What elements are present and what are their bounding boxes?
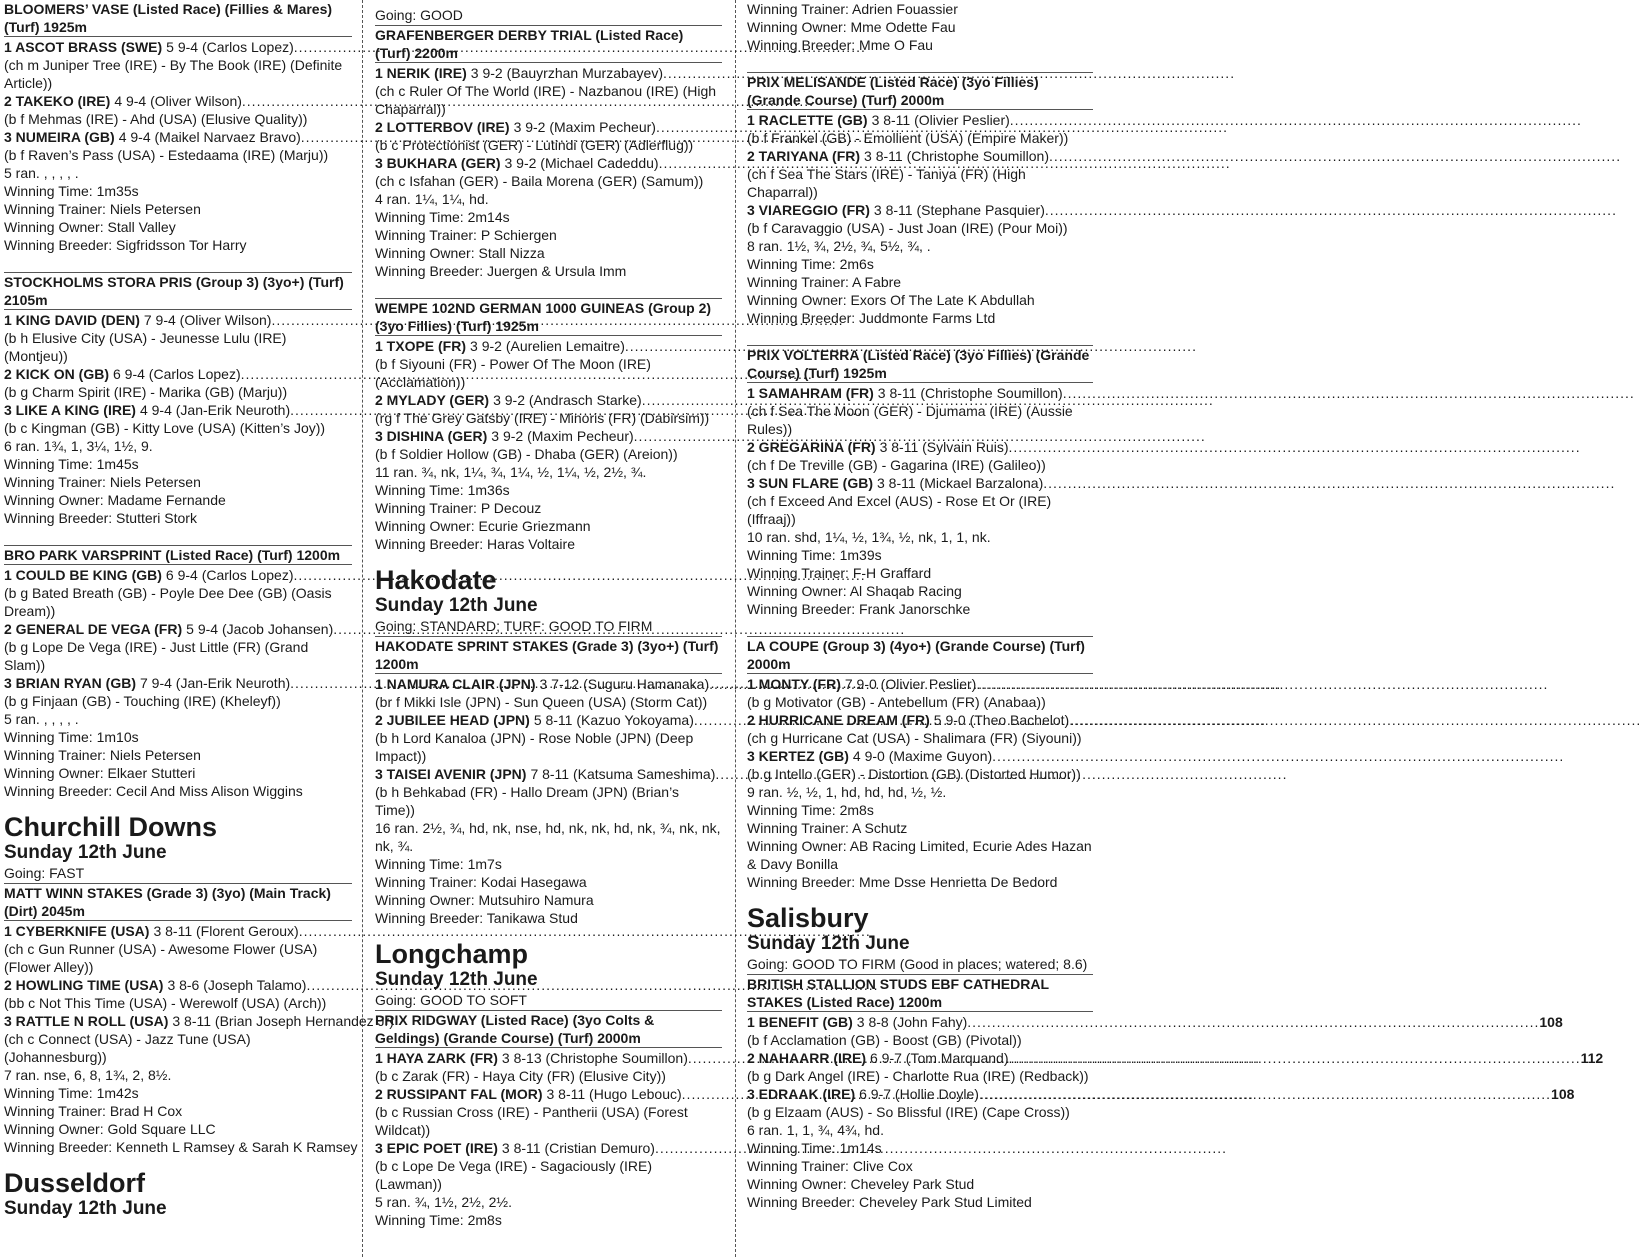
placed-runner bbox=[747, 201, 1093, 219]
distances: 10 ran. shd, 1¼, ½, 1¾, ½, nk, 1, 1, nk. bbox=[747, 529, 991, 545]
winning-trainer: Winning Trainer: A Schutz bbox=[747, 820, 908, 836]
placed-runner bbox=[375, 765, 722, 783]
winning-owner: Winning Owner: Al Shaqab Racing bbox=[747, 583, 962, 599]
jockey-detail: 3 8-11 (Florent Geroux) bbox=[153, 923, 299, 939]
winning-time: Winning Time: 1m14s bbox=[747, 1140, 882, 1156]
horse-name: 1 NAMURA CLAIR (JPN) bbox=[375, 676, 536, 692]
distances: 6 ran. 1¾, 1, 3¼, 1½, 9. bbox=[4, 438, 153, 454]
pedigree: (b f Siyouni (FR) - Power Of The Moon (IRE) (Acclamation)) bbox=[375, 356, 651, 390]
horse-name: 3 TAISEI AVENIR (JPN) bbox=[375, 766, 527, 782]
horse-name: 2 RUSSIPANT FAL (MOR) bbox=[375, 1086, 543, 1102]
pedigree: (ch c Gun Runner (USA) - Awesome Flower (USA) (Flower Alley)) bbox=[4, 941, 318, 975]
distances: 5 ran. , , , , . bbox=[4, 711, 79, 727]
pedigree: (b h Behkabad (FR) - Hallo Dream (JPN) (Brian’s Time)) bbox=[375, 784, 679, 818]
placed-runner bbox=[747, 1049, 1604, 1067]
race-block bbox=[747, 975, 1604, 1211]
results-column-3 bbox=[747, 0, 1604, 1257]
winning-time: Winning Time: 2m14s bbox=[375, 209, 510, 225]
horse-name: 1 SAMAHRAM (FR) bbox=[747, 385, 874, 401]
pedigree: (b g Lope De Vega (IRE) - Just Little (FR) (Grand Slam)) bbox=[4, 639, 309, 673]
winning-owner: Winning Owner: Stall Nizza bbox=[375, 245, 545, 261]
race-block bbox=[375, 26, 722, 298]
winning-trainer: Winning Trainer: Niels Petersen bbox=[4, 201, 201, 217]
jockey-detail: 3 8-11 (Hugo Lebouc) bbox=[546, 1086, 682, 1102]
placed-runner bbox=[4, 1012, 394, 1030]
horse-name: 1 MONTY (FR) bbox=[747, 676, 841, 692]
pedigree: (b c Russian Cross (IRE) - Pantherii (USA) (Forest Wildcat)) bbox=[375, 1104, 688, 1138]
pedigree: (ch c Ruler Of The World (IRE) - Nazbanou (IRE) (High Chaparral)) bbox=[375, 83, 717, 117]
placed-runner bbox=[375, 427, 722, 445]
going-condition: Going: STANDARD; TURF: GOOD TO FIRM bbox=[375, 617, 722, 637]
race-title: WEMPE 102ND GERMAN 1000 GUINEAS (Group 2) (3yo Fillies) (Turf) 1925m bbox=[375, 299, 722, 336]
winning-breeder: Winning Breeder: Juergen & Ursula Imm bbox=[375, 263, 627, 279]
jockey-detail: 4 9-4 (Oliver Wilson) bbox=[114, 93, 242, 109]
jockey-detail: 3 9-2 (Maxim Pecheur) bbox=[491, 428, 634, 444]
distances: 9 ran. ½, ½, 1, hd, hd, hd, ½, ½. bbox=[747, 784, 947, 800]
distances: 5 ran. , , , , . bbox=[4, 165, 79, 181]
horse-name: 1 BENEFIT (GB) bbox=[747, 1014, 853, 1030]
winning-breeder: Winning Breeder: Mme Dsse Henrietta De Bedord bbox=[747, 874, 1058, 890]
jockey-detail: 4 9-4 (Jan-Erik Neuroth) bbox=[139, 402, 291, 418]
leader-dots bbox=[992, 747, 1564, 765]
winning-owner: Winning Owner: Elkaer Stutteri bbox=[4, 765, 196, 781]
winning-time: Winning Time: 1m7s bbox=[375, 856, 502, 872]
pedigree: (br f Mikki Isle (JPN) - Sun Queen (USA) (Storm Cat)) bbox=[375, 694, 708, 710]
jockey-detail: 5 9-4 (Carlos Lopez) bbox=[166, 39, 294, 55]
race-title: BLOOMERS’ VASE (Listed Race) (Fillies & Mares) (Turf) 1925m bbox=[4, 0, 352, 37]
winning-time: Winning Time: 2m6s bbox=[747, 256, 874, 272]
distances: 8 ran. 1½, ¾, 2½, ¾, 5½, ¾, . bbox=[747, 238, 931, 254]
horse-name: 3 EDRAAK (IRE) bbox=[747, 1086, 856, 1102]
jockey-detail: 4 9-0 (Maxime Guyon) bbox=[852, 748, 993, 764]
placed-runner bbox=[4, 566, 352, 584]
race-block bbox=[375, 1011, 722, 1229]
winning-owner: Winning Owner: Exors Of The Late K Abdullah bbox=[747, 292, 1035, 308]
pedigree: (b f Caravaggio (USA) - Just Joan (IRE) (Pour Moi)) bbox=[747, 220, 1068, 236]
distances: 16 ran. 2½, ¾, hd, nk, nse, hd, nk, nk, hd, nk, ¾, nk, nk, nk, ¾. bbox=[375, 820, 721, 854]
jockey-detail: 3 8-6 (Joseph Talamo) bbox=[167, 977, 307, 993]
horse-name: 1 COULD BE KING (GB) bbox=[4, 567, 162, 583]
winning-trainer: Winning Trainer: P Schiergen bbox=[375, 227, 557, 243]
distances: 7 ran. nse, 6, 8, 1¾, 2, 8½. bbox=[4, 1067, 172, 1083]
horse-name: 2 NAHAARR (IRE) bbox=[747, 1050, 866, 1066]
placed-runner bbox=[747, 1085, 1575, 1103]
horse-name: 3 EPIC POET (IRE) bbox=[375, 1140, 498, 1156]
horse-rating: 112 bbox=[1580, 1050, 1604, 1066]
meeting-date: Sunday 12th June bbox=[375, 969, 538, 990]
leader-dots bbox=[1010, 111, 1582, 129]
pedigree: (b g Motivator (GB) - Antebellum (FR) (Anabaa)) bbox=[747, 694, 1046, 710]
meeting-date: Sunday 12th June bbox=[4, 842, 167, 863]
going-condition: Going: GOOD TO FIRM (Good in places; watered; 8.6) bbox=[747, 955, 1093, 975]
going-condition: Going: GOOD bbox=[375, 6, 722, 26]
pedigree: (b g Intello (GER) - Distortion (GB) (Distorted Humor)) bbox=[747, 766, 1081, 782]
winning-breeder: Winning Breeder: Mme O Fau bbox=[747, 37, 933, 53]
placed-runner bbox=[4, 922, 352, 940]
leader-dots bbox=[979, 1085, 1551, 1103]
placed-runner bbox=[4, 92, 352, 110]
horse-name: 2 GREGARINA (FR) bbox=[747, 439, 876, 455]
jockey-detail: 3 8-11 (Christophe Soumillon) bbox=[877, 385, 1063, 401]
winning-trainer: Winning Trainer: Kodai Hasegawa bbox=[375, 874, 587, 890]
pedigree: (b f Frankel (GB) - Emollient (USA) (Empire Maker)) bbox=[747, 130, 1069, 146]
meeting-name: Longchamp bbox=[375, 939, 528, 969]
winning-time: Winning Time: 1m45s bbox=[4, 456, 139, 472]
pedigree: (ch f Sea The Stars (IRE) - Taniya (FR) (High Chaparral)) bbox=[747, 166, 1026, 200]
placed-runner bbox=[747, 1013, 1563, 1031]
jockey-detail: 3 9-2 (Maxim Pecheur) bbox=[513, 119, 656, 135]
winning-owner: Winning Owner: Cheveley Park Stud bbox=[747, 1176, 975, 1192]
winning-owner: Winning Owner: Mme Odette Fau bbox=[747, 19, 956, 35]
placed-runner bbox=[375, 675, 722, 693]
horse-name: 1 HAYA ZARK (FR) bbox=[375, 1050, 498, 1066]
results-column-2 bbox=[375, 0, 722, 1257]
placed-runner bbox=[375, 1085, 722, 1103]
race-block bbox=[375, 637, 722, 927]
pedigree: (b c Lope De Vega (IRE) - Sagaciously (IRE) (Lawman)) bbox=[375, 1158, 653, 1192]
winning-owner: Winning Owner: AB Racing Limited, Ecurie Ades Hazan & Davy Bonilla bbox=[747, 838, 1092, 872]
race-block bbox=[747, 636, 1093, 891]
race-block bbox=[4, 0, 352, 272]
pedigree: (b h Elusive City (USA) - Jeunesse Lulu (IRE) (Montjeu)) bbox=[4, 330, 287, 364]
race-title: HAKODATE SPRINT STAKES (Grade 3) (3yo+) (Turf) 1200m bbox=[375, 637, 722, 674]
pedigree: (b c Kingman (GB) - Kitty Love (USA) (Kitten’s Joy)) bbox=[4, 420, 326, 436]
jockey-detail: 7 9-4 (Oliver Wilson) bbox=[143, 312, 272, 328]
jockey-detail: 6 9-4 (Carlos Lopez) bbox=[113, 366, 241, 382]
race-title: LA COUPE (Group 3) (4yo+) (Grande Course) (Turf) 2000m bbox=[747, 637, 1093, 674]
jockey-detail: 3 9-2 (Michael Cadeddu) bbox=[504, 155, 659, 171]
winning-breeder: Winning Breeder: Haras Voltaire bbox=[375, 536, 575, 552]
pedigree: (b f Soldier Hollow (GB) - Dhaba (GER) (Areion)) bbox=[375, 446, 678, 462]
horse-name: 3 VIAREGGIO (FR) bbox=[747, 202, 870, 218]
winning-trainer: Winning Trainer: Niels Petersen bbox=[4, 747, 201, 763]
winning-time: Winning Time: 2m8s bbox=[375, 1212, 502, 1228]
distances: 5 ran. ¾, 1½, 2½, 2½. bbox=[375, 1194, 512, 1210]
jockey-detail: 3 8-13 (Christophe Soumillon) bbox=[501, 1050, 688, 1066]
jockey-detail: 3 8-11 (Olivier Peslier) bbox=[871, 112, 1010, 128]
results-column-1 bbox=[4, 0, 394, 1257]
pedigree: (ch m Juniper Tree (IRE) - By The Book (IRE) (Definite Article)) bbox=[4, 57, 343, 91]
horse-name: 2 HURRICANE DREAM (FR) bbox=[747, 712, 930, 728]
winning-breeder: Winning Breeder: Juddmonte Farms Ltd bbox=[747, 310, 996, 326]
pedigree: (ch c Connect (USA) - Jazz Tune (USA) (Johannesburg)) bbox=[4, 1031, 251, 1065]
jockey-detail: 6 9-7 (Tom Marquand) bbox=[870, 1050, 1009, 1066]
meeting-name: Hakodate bbox=[375, 565, 497, 595]
placed-runner bbox=[375, 118, 722, 136]
race-block bbox=[4, 272, 352, 545]
race-block bbox=[747, 345, 1093, 636]
horse-name: 3 BRIAN RYAN (GB) bbox=[4, 675, 136, 691]
meeting-date: Sunday 12th June bbox=[375, 595, 538, 616]
meeting-name: Dusseldorf bbox=[4, 1168, 146, 1198]
horse-name: 3 KERTEZ (GB) bbox=[747, 748, 849, 764]
horse-name: 3 LIKE A KING (IRE) bbox=[4, 402, 136, 418]
placed-runner bbox=[4, 401, 352, 419]
pedigree: (b g Charm Spirit (IRE) - Marika (GB) (Marju)) bbox=[4, 384, 288, 400]
horse-name: 2 TARIYANA (FR) bbox=[747, 148, 861, 164]
winning-breeder: Winning Breeder: Sigfridsson Tor Harry bbox=[4, 237, 247, 253]
pedigree: (b h Lord Kanaloa (JPN) - Rose Noble (JPN) (Deep Impact)) bbox=[375, 730, 694, 764]
race-title: GRAFENBERGER DERBY TRIAL (Listed Race) (Turf) 2200m bbox=[375, 26, 722, 63]
jockey-detail: 7 9-4 (Jan-Erik Neuroth) bbox=[139, 675, 291, 691]
jockey-detail: 3 8-11 (Stephane Pasquier) bbox=[873, 202, 1045, 218]
placed-runner bbox=[375, 154, 722, 172]
jockey-detail: 3 7-12 (Suguru Hamanaka) bbox=[539, 676, 710, 692]
meeting-name: Salisbury bbox=[747, 903, 869, 933]
placed-runner bbox=[747, 111, 1093, 129]
pedigree: (b g Dark Angel (IRE) - Charlotte Rua (IRE) (Redback)) bbox=[747, 1068, 1089, 1084]
race-block bbox=[747, 72, 1093, 345]
jockey-detail: 6 9-7 (Hollie Doyle) bbox=[859, 1086, 979, 1102]
pedigree: (b c Zarak (FR) - Haya City (FR) (Elusive City)) bbox=[375, 1068, 666, 1084]
jockey-detail: 7 8-11 (Katsuma Sameshima) bbox=[530, 766, 716, 782]
placed-runner bbox=[375, 337, 722, 355]
jockey-detail: 6 9-4 (Carlos Lopez) bbox=[165, 567, 294, 583]
pedigree: (ch g Hurricane Cat (USA) - Shalimara (FR) (Siyouni)) bbox=[747, 730, 1082, 746]
jockey-detail: 3 8-11 (Cristian Demuro) bbox=[501, 1140, 655, 1156]
placed-runner bbox=[747, 474, 1093, 492]
pedigree: (b g Elzaam (AUS) - So Blissful (IRE) (Cape Cross)) bbox=[747, 1104, 1070, 1120]
leader-dots bbox=[1045, 201, 1617, 219]
winning-trainer: Winning Trainer: Niels Petersen bbox=[4, 474, 201, 490]
race-block bbox=[4, 884, 394, 1156]
winning-breeder: Winning Breeder: Cecil And Miss Alison Wiggins bbox=[4, 783, 303, 799]
meeting-name: Churchill Downs bbox=[4, 812, 218, 842]
jockey-detail: 7 9-0 (Olivier Peslier) bbox=[844, 676, 977, 692]
winning-trainer: Winning Trainer: Clive Cox bbox=[747, 1158, 913, 1174]
pedigree: (ch f Sea The Moon (GER) - Djumama (IRE) (Aussie Rules)) bbox=[747, 403, 1073, 437]
placed-runner bbox=[375, 391, 722, 409]
jockey-detail: 3 8-8 (John Fahy) bbox=[856, 1014, 968, 1030]
placed-runner bbox=[4, 128, 352, 146]
winning-trainer: Winning Trainer: Adrien Fouassier bbox=[747, 1, 958, 17]
placed-runner bbox=[747, 675, 1093, 693]
horse-name: 2 MYLADY (GER) bbox=[375, 392, 490, 408]
winning-owner: Winning Owner: Gold Square LLC bbox=[4, 1121, 216, 1137]
placed-runner bbox=[4, 365, 352, 383]
pedigree: (ch c Isfahan (GER) - Baila Morena (GER) (Samum)) bbox=[375, 173, 704, 189]
jockey-detail: 5 8-11 (Kazuo Yokoyama) bbox=[533, 712, 694, 728]
leader-dots bbox=[1049, 147, 1621, 165]
winning-time: Winning Time: 1m36s bbox=[375, 482, 510, 498]
race-block bbox=[375, 298, 722, 553]
going-condition: Going: FAST bbox=[4, 864, 352, 884]
pedigree: (b f Mehmas (IRE) - Ahd (USA) (Elusive Quality)) bbox=[4, 111, 308, 127]
leader-dots bbox=[967, 1013, 1539, 1031]
placed-runner bbox=[4, 311, 352, 329]
winning-trainer: Winning Trainer: Brad H Cox bbox=[4, 1103, 183, 1119]
horse-name: 2 LOTTERBOV (IRE) bbox=[375, 119, 510, 135]
winning-owner: Winning Owner: Madame Fernande bbox=[4, 492, 226, 508]
race-title: PRIX VOLTERRA (Listed Race) (3yo Fillies) (Grande Course) (Turf) 1925m bbox=[747, 346, 1093, 383]
leader-dots bbox=[1069, 711, 1641, 729]
winning-breeder: Winning Breeder: Tanikawa Stud bbox=[375, 910, 578, 926]
race-title: BRITISH STALLION STUDS EBF CATHEDRAL STAKES (Listed Race) 1200m bbox=[747, 975, 1093, 1012]
pedigree: (b f Acclamation (GB) - Boost (GB) (Pivotal)) bbox=[747, 1032, 1022, 1048]
horse-name: 2 HOWLING TIME (USA) bbox=[4, 977, 164, 993]
winning-breeder: Winning Breeder: Cheveley Park Stud Limited bbox=[747, 1194, 1032, 1210]
pedigree: (ch f Exceed And Excel (AUS) - Rose Et Or (IRE) (Iffraaj)) bbox=[747, 493, 1052, 527]
winning-breeder: Winning Breeder: Frank Janorschke bbox=[747, 601, 971, 617]
race-title: PRIX RIDGWAY (Listed Race) (3yo Colts & Geldings) (Grande Course) (Turf) 2000m bbox=[375, 1011, 722, 1048]
horse-name: 1 ASCOT BRASS (SWE) bbox=[4, 39, 163, 55]
winning-owner: Winning Owner: Ecurie Griezmann bbox=[375, 518, 591, 534]
winning-trainer: Winning Trainer: A Fabre bbox=[747, 274, 902, 290]
pedigree: (ch f De Treville (GB) - Gagarina (IRE) (Galileo)) bbox=[747, 457, 1046, 473]
horse-name: 1 RACLETTE (GB) bbox=[747, 112, 868, 128]
placed-runner bbox=[4, 620, 352, 638]
placed-runner bbox=[4, 976, 352, 994]
leader-dots bbox=[1009, 1049, 1581, 1067]
meeting-date: Sunday 12th June bbox=[4, 1198, 167, 1219]
horse-name: 2 KICK ON (GB) bbox=[4, 366, 109, 382]
horse-name: 3 NUMEIRA (GB) bbox=[4, 129, 115, 145]
jockey-detail: 3 9-2 (Aurelien Lemaitre) bbox=[470, 338, 625, 354]
horse-name: 2 TAKEKO (IRE) bbox=[4, 93, 111, 109]
winning-breeder: Winning Breeder: Kenneth L Ramsey & Sarah K Ramsey bbox=[4, 1139, 358, 1155]
distances: 11 ran. ¾, nk, 1¼, ¾, 1¼, ½, 1¼, ½, 2½, ¾. bbox=[375, 464, 647, 480]
distances: 4 ran. 1¼, 1¼, hd. bbox=[375, 191, 489, 207]
meeting-date: Sunday 12th June bbox=[747, 933, 910, 954]
winning-owner: Winning Owner: Mutsuhiro Namura bbox=[375, 892, 594, 908]
horse-name: 1 TXOPE (FR) bbox=[375, 338, 467, 354]
horse-name: 3 SUN FLARE (GB) bbox=[747, 475, 873, 491]
horse-name: 1 KING DAVID (DEN) bbox=[4, 312, 140, 328]
placed-runner bbox=[747, 747, 1093, 765]
horse-name: 1 NERIK (IRE) bbox=[375, 65, 467, 81]
horse-name: 2 GENERAL DE VEGA (FR) bbox=[4, 621, 183, 637]
horse-name: 3 RATTLE N ROLL (USA) bbox=[4, 1013, 169, 1029]
winning-time: Winning Time: 1m39s bbox=[747, 547, 882, 563]
winning-trainer: Winning Trainer: F-H Graffard bbox=[747, 565, 932, 581]
pedigree: (b g Finjaan (GB) - Touching (IRE) (Kheleyf)) bbox=[4, 693, 281, 709]
jockey-detail: 3 9-2 (Andrasch Starke) bbox=[493, 392, 642, 408]
pedigree: (b c Protectionist (GER) - Lutindi (GER) (Adlerflug)) bbox=[375, 137, 694, 153]
pedigree: (rg f The Grey Gatsby (IRE) - Minoris (FR) (Dabirsim)) bbox=[375, 410, 710, 426]
placed-runner bbox=[4, 674, 352, 692]
winning-time: Winning Time: 1m10s bbox=[4, 729, 139, 745]
jockey-detail: 3 8-11 (Brian Joseph Hernandez Jr) bbox=[172, 1013, 394, 1029]
placed-runner bbox=[375, 1139, 722, 1157]
race-title: PRIX MELISANDE (Listed Race) (3yo Fillies) (Grande Course) (Turf) 2000m bbox=[747, 73, 1093, 110]
winning-time: Winning Time: 2m8s bbox=[747, 802, 874, 818]
winning-trainer: Winning Trainer: P Decouz bbox=[375, 500, 542, 516]
placed-runner bbox=[747, 438, 1093, 456]
jockey-detail: 3 8-11 (Mickael Barzalona) bbox=[877, 475, 1044, 491]
winning-time: Winning Time: 1m35s bbox=[4, 183, 139, 199]
distances: 6 ran. 1, 1, ¾, 4¾, hd. bbox=[747, 1122, 884, 1138]
leader-dots bbox=[1063, 384, 1635, 402]
jockey-detail: 4 9-4 (Maikel Narvaez Bravo) bbox=[118, 129, 301, 145]
horse-name: 3 BUKHARA (GER) bbox=[375, 155, 501, 171]
race-block bbox=[4, 545, 352, 800]
leader-dots bbox=[1009, 438, 1581, 456]
winning-time: Winning Time: 1m42s bbox=[4, 1085, 139, 1101]
race-title: BRO PARK VARSPRINT (Listed Race) (Turf) 1200m bbox=[4, 546, 352, 565]
placed-runner bbox=[747, 384, 1093, 402]
pedigree: (b g Bated Breath (GB) - Poyle Dee Dee (GB) (Oasis Dream)) bbox=[4, 585, 332, 619]
jockey-detail: 5 9-0 (Theo Bachelot) bbox=[933, 712, 1070, 728]
winning-breeder: Winning Breeder: Stutteri Stork bbox=[4, 510, 197, 526]
leader-dots bbox=[976, 675, 1548, 693]
horse-name: 3 DISHINA (GER) bbox=[375, 428, 488, 444]
horse-name: 2 JUBILEE HEAD (JPN) bbox=[375, 712, 530, 728]
horse-rating: 108 bbox=[1551, 1086, 1575, 1102]
placed-runner bbox=[375, 711, 722, 729]
placed-runner bbox=[747, 711, 1093, 729]
jockey-detail: 3 8-11 (Christophe Soumillon) bbox=[864, 148, 1049, 164]
jockey-detail: 3 9-2 (Bauyrzhan Murzabayev) bbox=[470, 65, 663, 81]
leader-dots bbox=[1043, 474, 1615, 492]
jockey-detail: 3 8-11 (Sylvain Ruis) bbox=[879, 439, 1009, 455]
placed-runner bbox=[4, 38, 352, 56]
race-title: MATT WINN STAKES (Grade 3) (3yo) (Main Track) (Dirt) 2045m bbox=[4, 884, 352, 921]
going-condition: Going: GOOD TO SOFT bbox=[375, 991, 722, 1011]
horse-rating: 108 bbox=[1539, 1014, 1563, 1030]
race-title: STOCKHOLMS STORA PRIS (Group 3) (3yo+) (Turf) 2105m bbox=[4, 273, 352, 310]
placed-runner bbox=[375, 1049, 722, 1067]
pedigree: (b f Raven’s Pass (USA) - Estedaama (IRE) (Marju)) bbox=[4, 147, 329, 163]
jockey-detail: 5 9-4 (Jacob Johansen) bbox=[186, 621, 334, 637]
winning-owner: Winning Owner: Stall Valley bbox=[4, 219, 176, 235]
placed-runner bbox=[375, 64, 722, 82]
horse-name: 1 CYBERKNIFE (USA) bbox=[4, 923, 150, 939]
pedigree: (bb c Not This Time (USA) - Werewolf (USA) (Arch)) bbox=[4, 995, 327, 1011]
placed-runner bbox=[747, 147, 1093, 165]
